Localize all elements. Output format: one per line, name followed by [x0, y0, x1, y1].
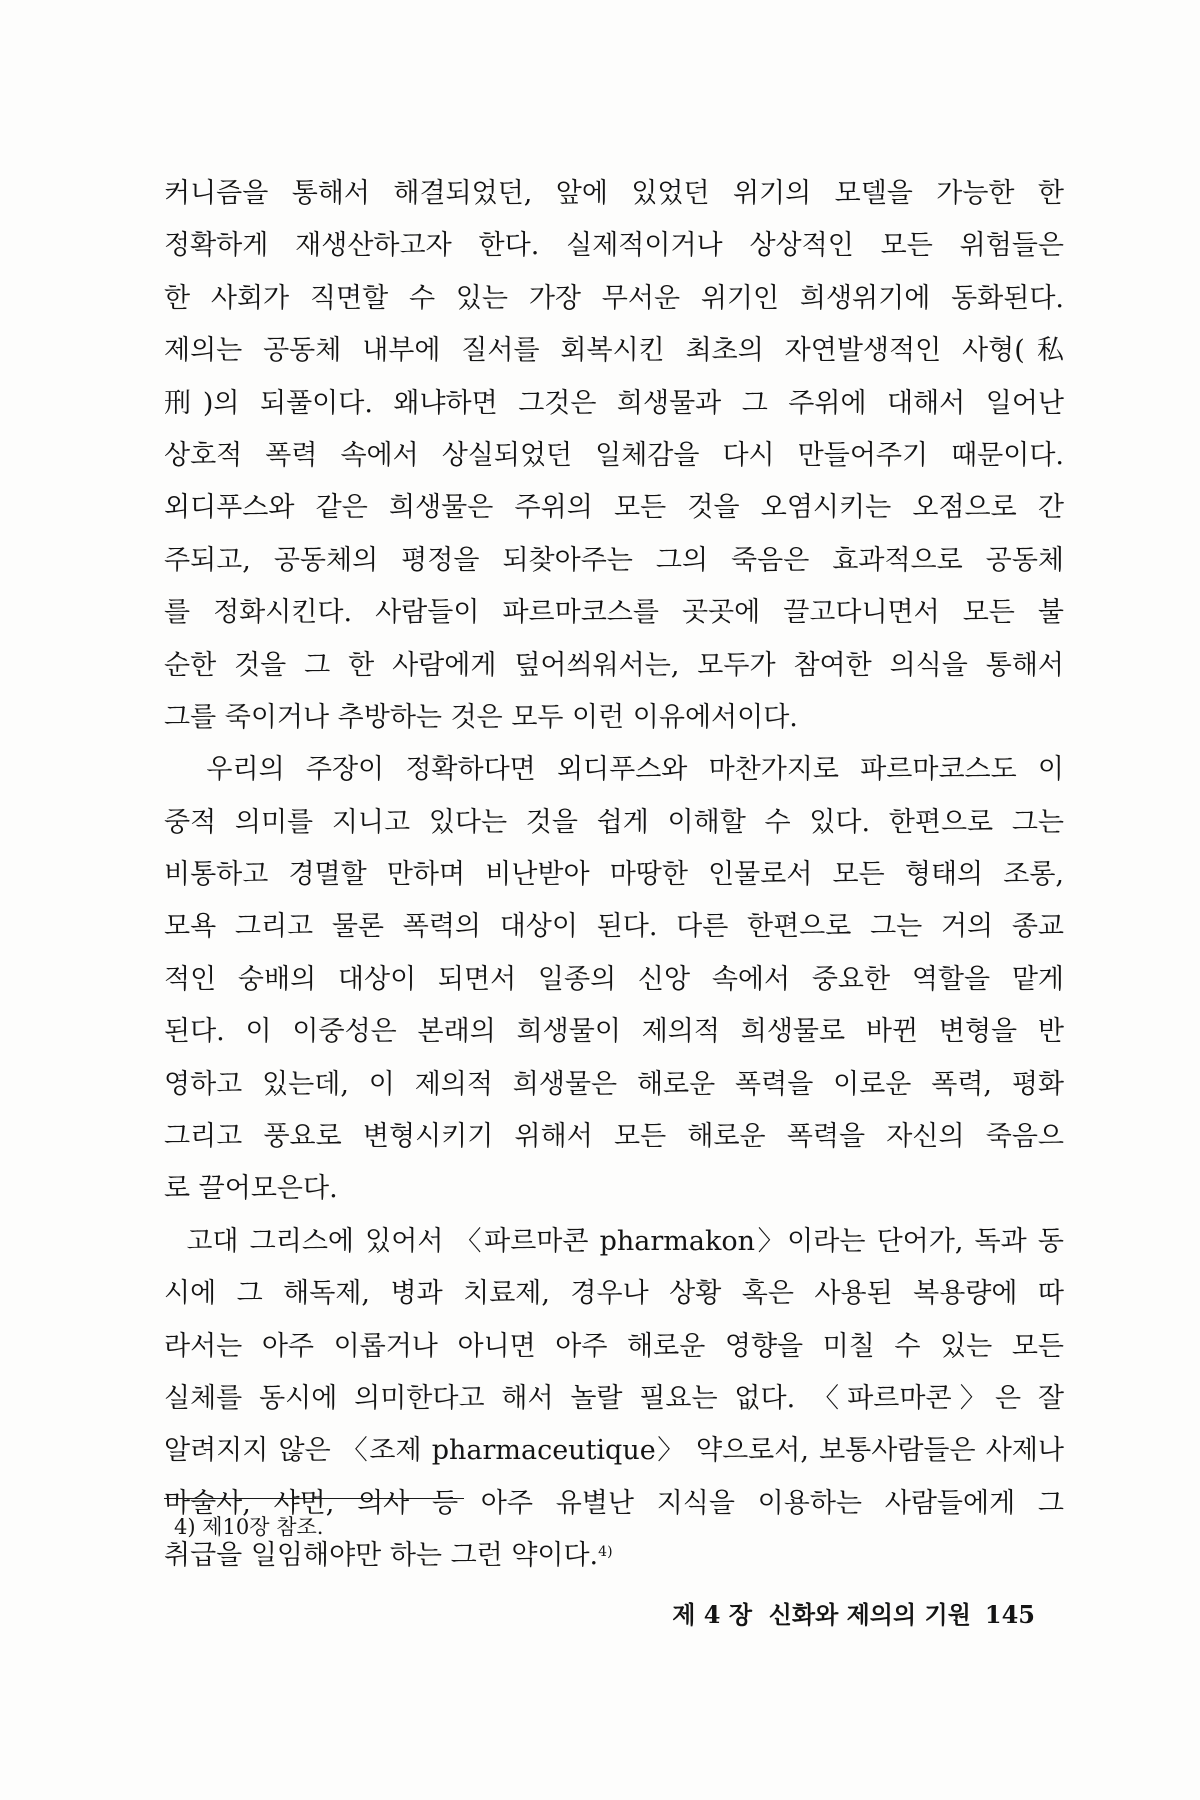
chapter-title: 제 4 장 신화와 제의의 기원 [672, 1600, 971, 1629]
text-line: 실체를 동시에 의미한다고 해서 놀랄 필요는 없다. 〈파르마콘〉은 잘 [164, 1382, 1064, 1414]
text-line: 우리의 주장이 정확하다면 외디푸스와 마찬가지로 파르마코스도 이 [164, 754, 1064, 786]
text-line: 刑)의 되풀이다. 왜냐하면 그것은 희생물과 그 주위에 대해서 일어난 [164, 387, 1064, 419]
text-line: 한 사회가 직면할 수 있는 가장 무서운 위기인 희생위기에 동화된다. [164, 282, 1064, 314]
text-line: 라서는 아주 이롭거나 아니면 아주 해로운 영향을 미칠 수 있는 모든 [164, 1330, 1064, 1362]
text-line: 주되고, 공동체의 평정을 되찾아주는 그의 죽음은 효과적으로 공동체 [164, 544, 1064, 576]
footnote: 4) 제10장 참조. [174, 1515, 324, 1539]
text-line: 상호적 폭력 속에서 상실되었던 일체감을 다시 만들어주기 때문이다. [164, 439, 1064, 471]
text-line: 된다. 이 이중성은 본래의 희생물이 제의적 희생물로 바뀐 변형을 반 [164, 1016, 1064, 1048]
text-line: 로 끌어모은다. [164, 1173, 338, 1205]
text-line: 외디푸스와 같은 희생물은 주위의 모든 것을 오염시키는 오점으로 간 [164, 492, 1064, 524]
page-number: 145 [984, 1600, 1035, 1629]
text-line: 고대 그리스에 있어서 〈파르마콘 pharmakon〉이라는 단어가, 독과 동 [164, 1225, 1064, 1257]
running-footer [0, 1599, 1035, 1631]
text-line: 를 정화시킨다. 사람들이 파르마코스를 곳곳에 끌고다니면서 모든 불 [164, 597, 1064, 629]
text-line: 적인 숭배의 대상이 되면서 일종의 신앙 속에서 중요한 역할을 맡게 [164, 963, 1064, 995]
text-line: 모욕 그리고 물론 폭력의 대상이 된다. 다른 한편으로 그는 거의 종교 [164, 911, 1064, 943]
body-text [164, 168, 1064, 1583]
last-line-text: 취급을 일임해야만 하는 그런 약이다. [164, 1540, 599, 1572]
text-line: 알려지지 않은 〈조제 pharmaceutique〉 약으로서, 보통사람들은 사제나 [164, 1435, 1064, 1467]
text-line: 마술사, 샤먼, 의사 등 아주 유별난 지식을 이용하는 사람들에게 그 [164, 1487, 1064, 1519]
footnote-marker[interactable]: 4) [598, 1544, 613, 1561]
text-line: 비통하고 경멸할 만하며 비난받아 마땅한 인물로서 모든 형태의 조롱, [164, 859, 1064, 891]
text-line: 중적 의미를 지니고 있다는 것을 쉽게 이해할 수 있다. 한편으로 그는 [164, 806, 1064, 838]
footnote-divider [164, 1498, 464, 1499]
text-line: 그를 죽이거나 추방하는 것은 모두 이런 이유에서이다. [164, 701, 798, 733]
text-line: 영하고 있는데, 이 제의적 희생물은 해로운 폭력을 이로운 폭력, 평화 [164, 1068, 1064, 1100]
paragraph-2 [164, 744, 1064, 1216]
text-line: 제의는 공동체 내부에 질서를 회복시킨 최초의 자연발생적인 사형(私 [164, 335, 1064, 367]
text-line: 정확하게 재생산하고자 한다. 실제적이거나 상상적인 모든 위험들은 [164, 230, 1064, 262]
text-line: 시에 그 해독제, 병과 치료제, 경우나 상황 혹은 사용된 복용량에 따 [164, 1278, 1064, 1310]
text-line: 그리고 풍요로 변형시키기 위해서 모든 해로운 폭력을 자신의 죽음으 [164, 1121, 1064, 1153]
text-line: 순한 것을 그 한 사람에게 덮어씌워서는, 모두가 참여한 의식을 통해서 [164, 649, 1064, 681]
text-line: 커니즘을 통해서 해결되었던, 앞에 있었던 위기의 모델을 가능한 한 [164, 178, 1064, 209]
paragraph-1 [164, 168, 1064, 744]
